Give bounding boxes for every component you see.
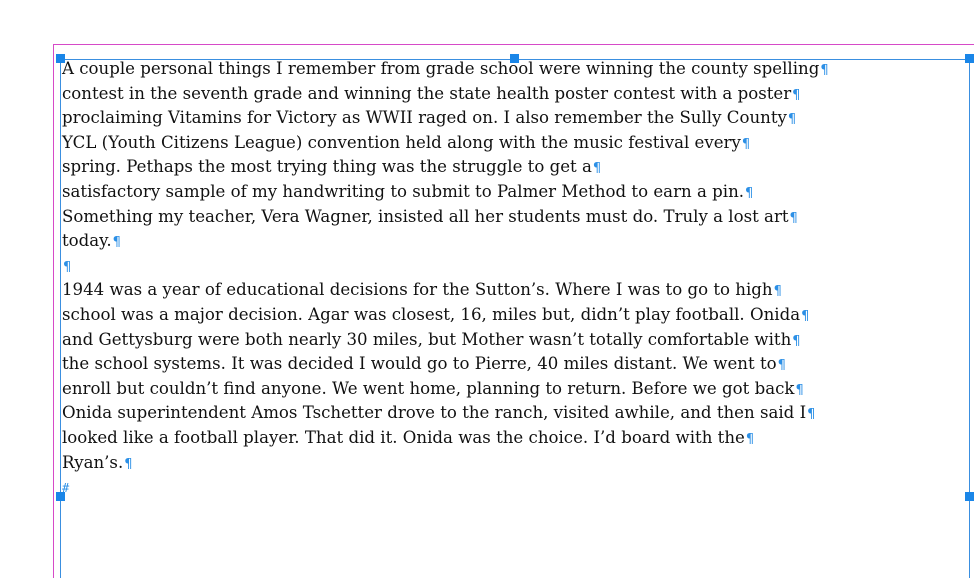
paragraph-mark-icon: ¶ <box>792 333 801 349</box>
text-line: school was a major decision. Agar was closest, 16, miles but, didn’t play football. Onida¶ <box>62 304 810 324</box>
text-line: the school systems. It was decided I would go to Pierre, 40 miles distant. We went to¶ <box>62 354 786 374</box>
paragraph-mark-icon: ¶ <box>592 161 602 177</box>
end-of-story-icon: # <box>62 481 70 496</box>
paragraph-mark-icon: ¶ <box>777 358 786 374</box>
paragraph-mark-icon: ¶ <box>787 112 797 128</box>
text-line: today.¶ <box>62 231 121 251</box>
paragraph-mark-icon: ¶ <box>112 235 121 251</box>
paragraph-mark-icon: ¶ <box>745 431 755 447</box>
text-line: YCL (Youth Citizens League) convention held along with the music festival every¶ <box>62 132 751 152</box>
paragraph-mark-icon: ¶ <box>63 259 72 275</box>
text-line <box>62 475 822 500</box>
paragraph-mark-icon: ¶ <box>820 63 829 78</box>
frame-handle-bottom-right[interactable] <box>965 492 974 501</box>
paragraph-mark-icon: ¶ <box>792 87 801 103</box>
text-line: looked like a football player. That did it. Onida was the choice. I’d board with the¶ <box>62 427 755 447</box>
text-line: 1944 was a year of educational decisions for the Sutton’s. Where I was to go to high¶ <box>62 280 782 300</box>
text-line: enroll but couldn’t find anyone. We went home, planning to return. Before we got back¶ <box>62 378 804 398</box>
text-line <box>62 254 822 279</box>
story-text[interactable] <box>62 57 829 500</box>
paragraph-mark-icon: ¶ <box>795 382 804 398</box>
frame-handle-top-right[interactable] <box>965 54 974 63</box>
text-line: and Gettysburg were both nearly 30 miles, but Mother wasn’t totally comfortable with¶ <box>62 329 801 349</box>
paragraph-mark-icon: ¶ <box>773 284 782 300</box>
text-line: proclaiming Vitamins for Victory as WWII raged on. I also remember the Sully County¶ <box>62 108 797 128</box>
paragraph-mark-icon: ¶ <box>807 407 816 423</box>
text-line: A couple personal things I remember from grade school were winning the county spelling¶ <box>62 59 829 78</box>
text-line: Onida superintendent Amos Tschetter drove to the ranch, visited awhile, and then said I¶ <box>62 403 816 423</box>
text-line: spring. Pethaps the most trying thing was the struggle to get a¶ <box>62 157 602 177</box>
text-line: Something my teacher, Vera Wagner, insisted all her students must do. Truly a lost art¶ <box>62 206 798 226</box>
paragraph-mark-icon: ¶ <box>801 308 810 324</box>
text-line: Ryan’s.¶ <box>62 452 133 472</box>
paragraph-mark-icon: ¶ <box>745 185 754 201</box>
paragraph-mark-icon: ¶ <box>741 136 751 152</box>
paragraph-mark-icon: ¶ <box>124 456 133 472</box>
paragraph-mark-icon: ¶ <box>789 210 798 226</box>
text-line: contest in the seventh grade and winning the state health poster contest with a poster¶ <box>62 83 801 103</box>
text-line: satisfactory sample of my handwriting to submit to Palmer Method to earn a pin.¶ <box>62 181 754 201</box>
